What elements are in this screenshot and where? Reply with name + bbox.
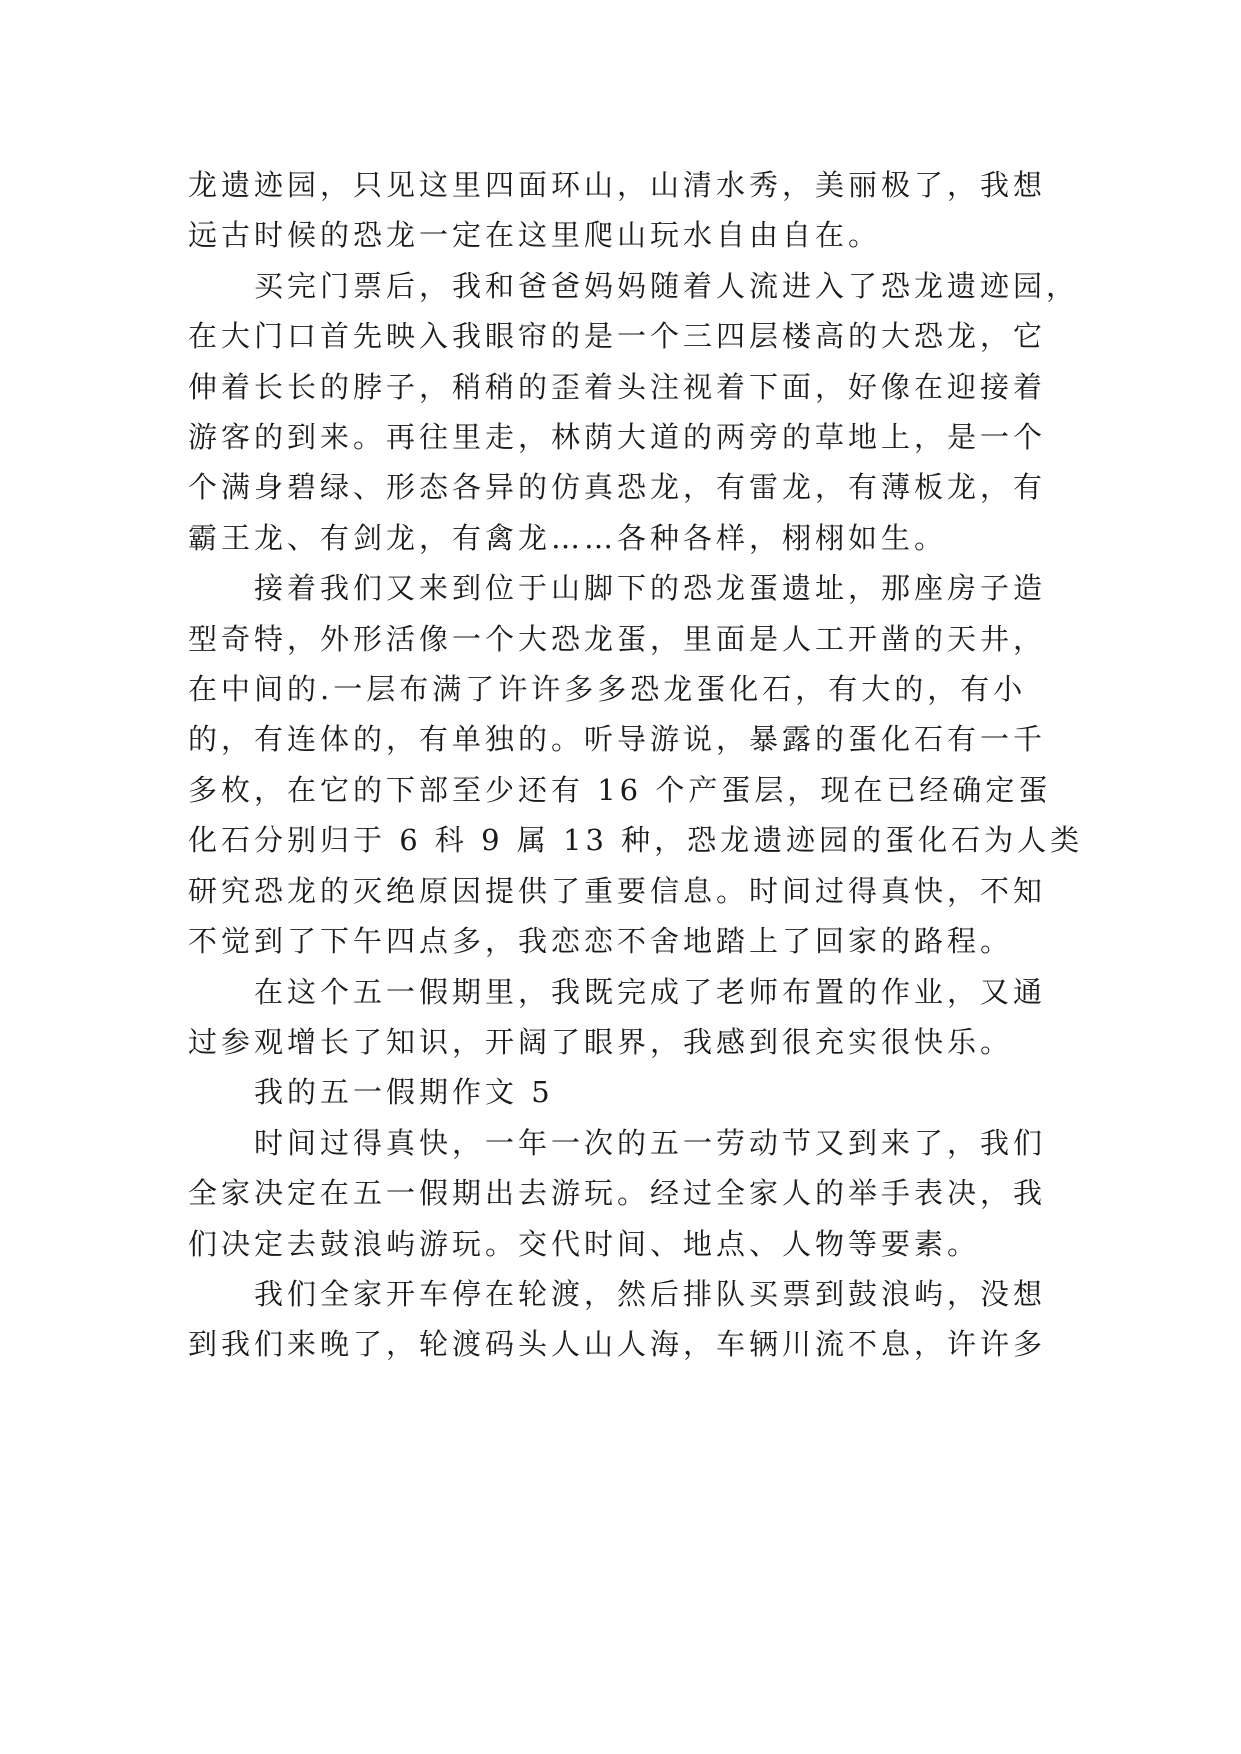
text-line: 在大门口首先映入我眼帘的是一个三四层楼高的大恐龙，它 bbox=[188, 319, 1047, 354]
text-line: 游客的到来。再往里走，林荫大道的两旁的草地上，是一个 bbox=[188, 420, 1047, 455]
text-line: 型奇特，外形活像一个大恐龙蛋，里面是人工开凿的天井， bbox=[188, 621, 1047, 656]
text-line: 到我们来晚了，轮渡码头人山人海，车辆川流不息，许许多 bbox=[188, 1327, 1047, 1362]
text-line: 远古时候的恐龙一定在这里爬山玩水自由自在。 bbox=[188, 218, 882, 253]
text-line: 在这个五一假期里，我既完成了老师布置的作业，又通 bbox=[254, 974, 1047, 1009]
paragraph bbox=[188, 160, 1068, 261]
text-line: 多枚，在它的下部至少还有 16 个产蛋层，现在已经确定蛋 bbox=[188, 772, 1052, 807]
paragraph bbox=[188, 563, 1084, 966]
text-line: 龙遗迹园，只见这里四面环山，山清水秀，美丽极了，我想 bbox=[188, 168, 1047, 202]
text-line: 时间过得真快，一年一次的五一劳动节又到来了，我们 bbox=[254, 1125, 1047, 1160]
text-line: 们决定去鼓浪屿游玩。交代时间、地点、人物等要素。 bbox=[188, 1226, 981, 1261]
text-line: 化石分别归于 6 科 9 属 13 种，恐龙遗迹园的蛋化石为人类 bbox=[188, 823, 1084, 858]
text-line: 研究恐龙的灭绝原因提供了重要信息。时间过得真快，不知 bbox=[188, 873, 1047, 908]
paragraph bbox=[188, 1269, 1068, 1370]
text-line: 接着我们又来到位于山脚下的恐龙蛋遗址，那座房子造 bbox=[254, 571, 1047, 606]
text-line: 在中间的.一层布满了许许多多恐龙蛋化石，有大的，有小 bbox=[188, 672, 1027, 707]
text-line: 买完门票后，我和爸爸妈妈随着人流进入了恐龙遗迹园， bbox=[254, 268, 1080, 303]
paragraph bbox=[188, 1067, 1068, 1117]
text-line: 伸着长长的脖子，稍稍的歪着头注视着下面，好像在迎接着 bbox=[188, 369, 1047, 404]
text-line: 的，有连体的，有单独的。听导游说，暴露的蛋化石有一千 bbox=[188, 722, 1047, 757]
text-line: 全家决定在五一假期出去游玩。经过全家人的举手表决，我 bbox=[188, 1176, 1047, 1211]
paragraph bbox=[188, 1118, 1068, 1269]
text-line: 不觉到了下午四点多，我恋恋不舍地踏上了回家的路程。 bbox=[188, 924, 1014, 959]
article-body bbox=[188, 160, 1084, 1370]
paragraph bbox=[188, 261, 1080, 563]
text-line: 我的五一假期作文 5 bbox=[254, 1075, 554, 1110]
text-line: 我们全家开车停在轮渡，然后排队买票到鼓浪屿，没想 bbox=[254, 1276, 1047, 1311]
paragraph bbox=[188, 967, 1068, 1068]
text-line: 霸王龙、有剑龙，有禽龙……各种各样，栩栩如生。 bbox=[188, 520, 948, 555]
text-line: 过参观增长了知识，开阔了眼界，我感到很充实很快乐。 bbox=[188, 1024, 1014, 1059]
text-line: 个满身碧绿、形态各异的仿真恐龙，有雷龙，有薄板龙，有 bbox=[188, 470, 1047, 505]
